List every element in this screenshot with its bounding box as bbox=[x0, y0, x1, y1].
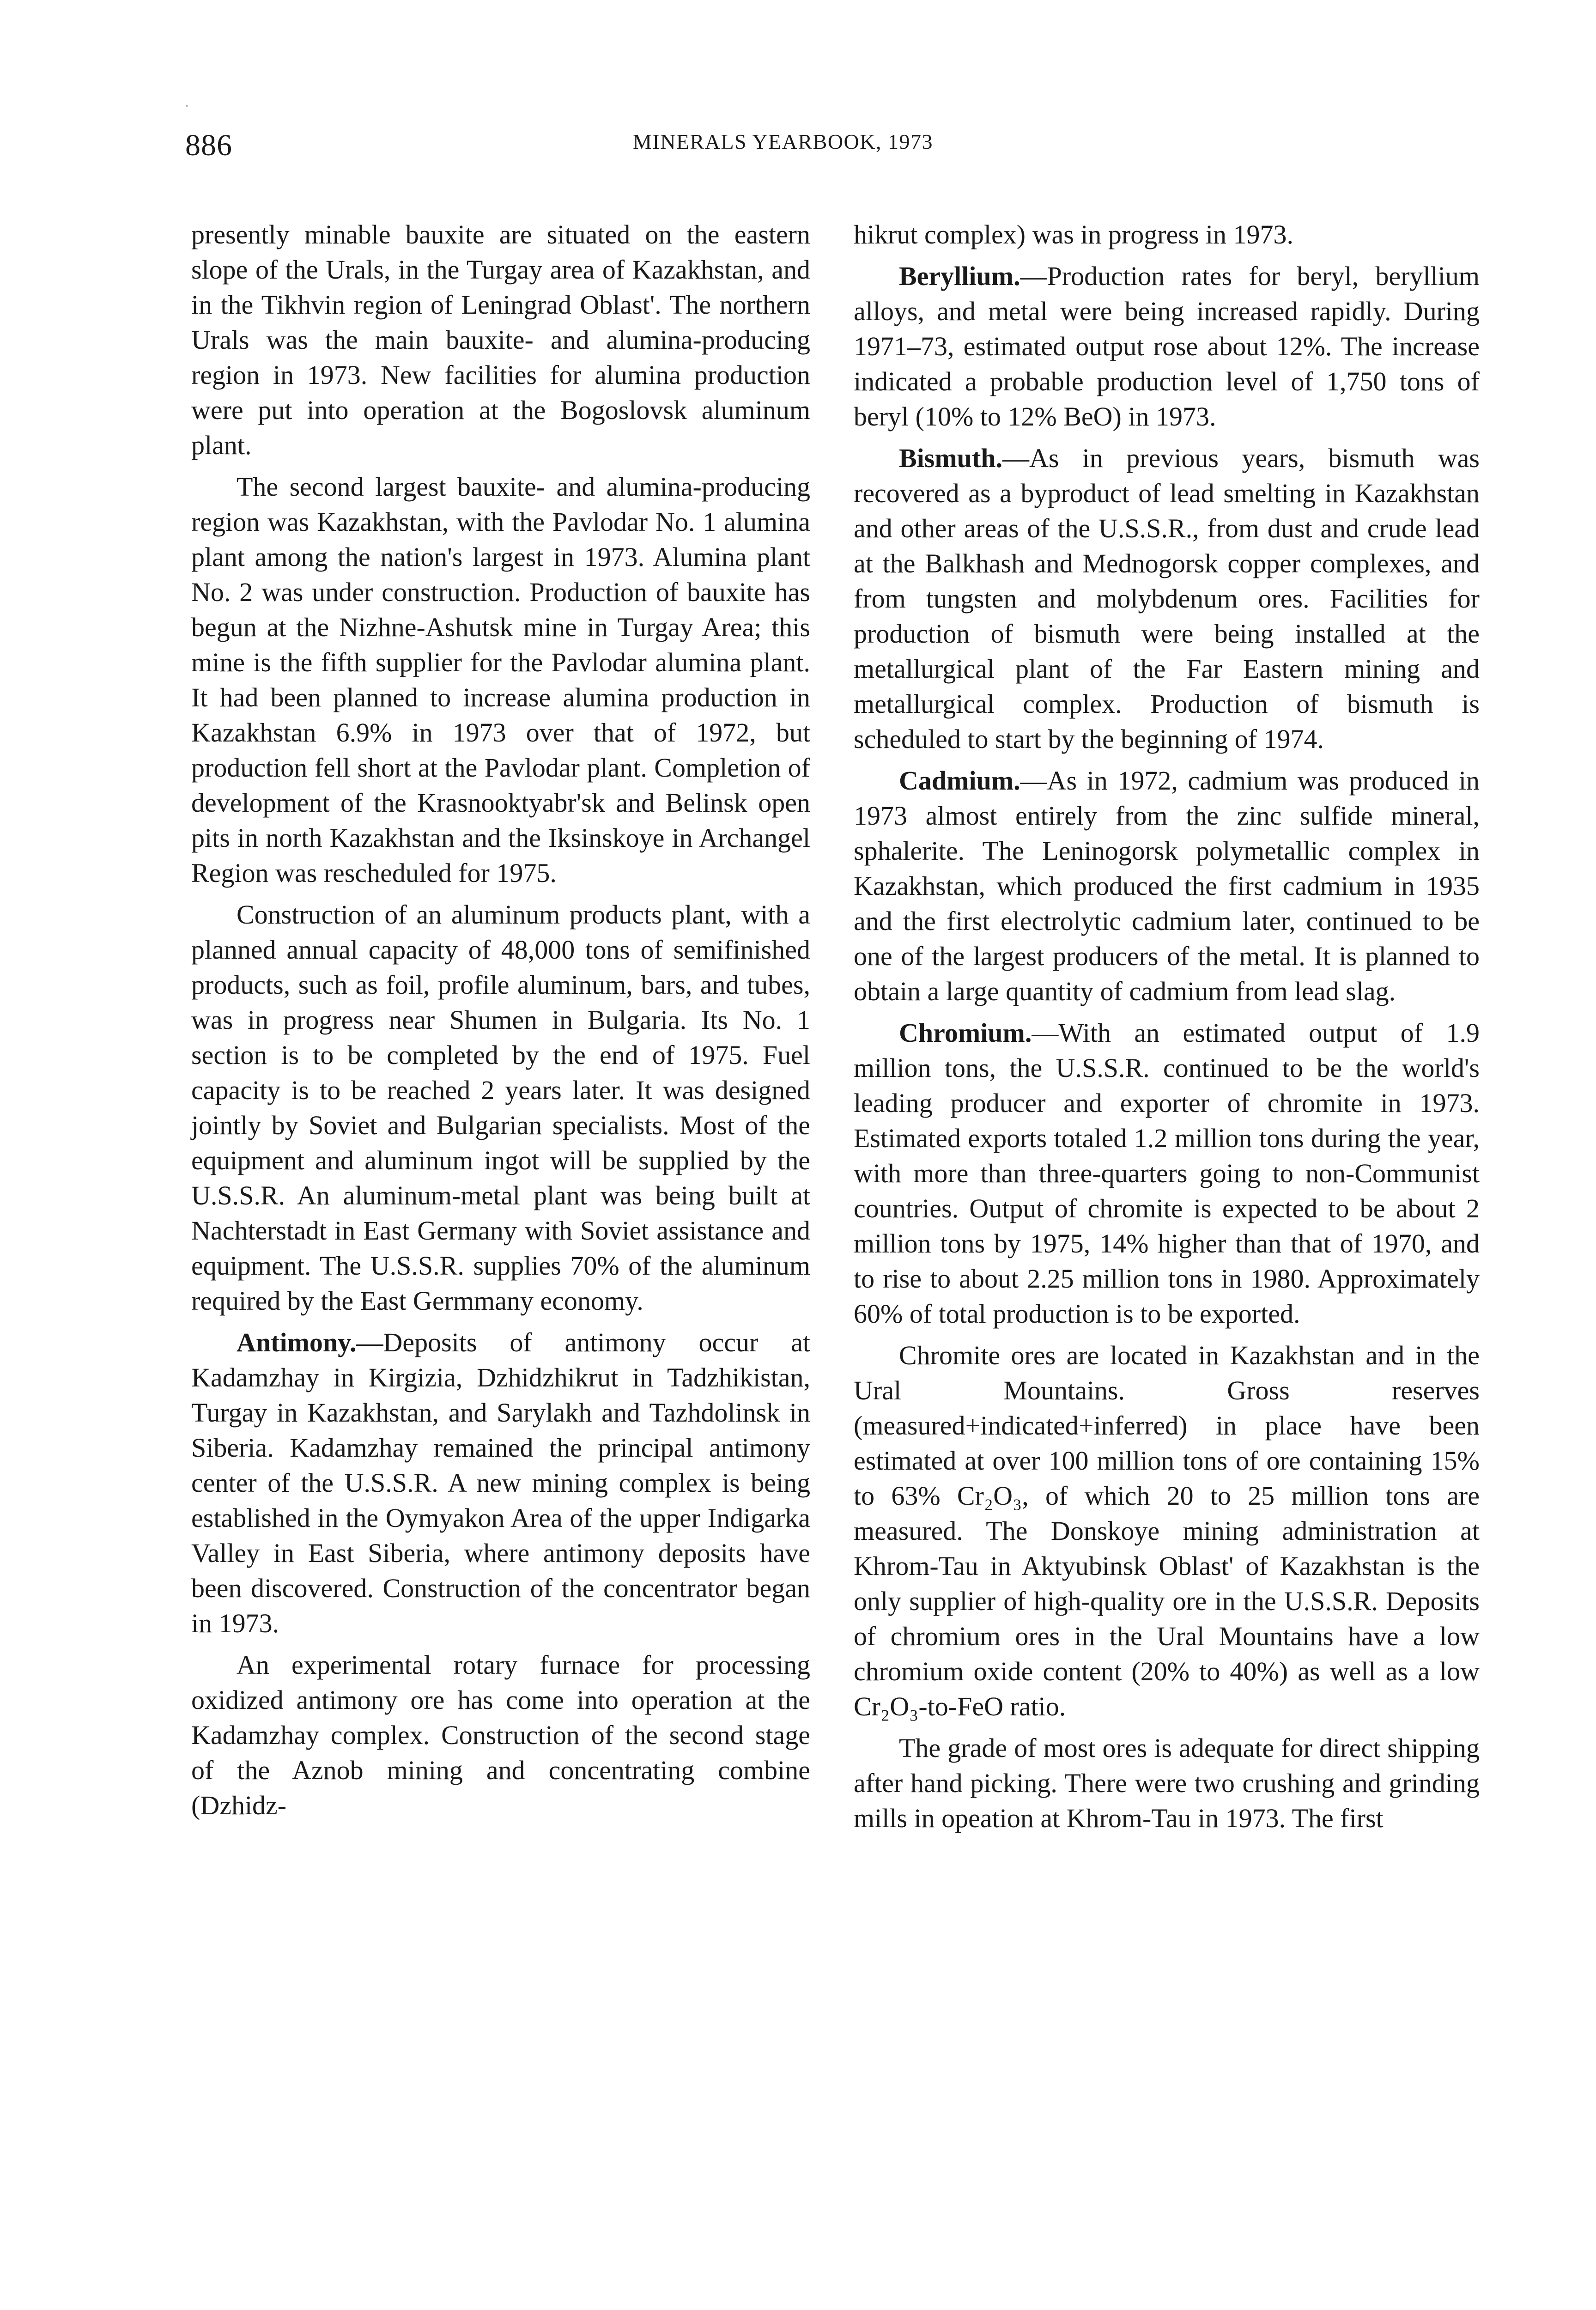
paragraph-text: —Production rates for beryl, beryllium alloys, and metal were being increased rapidly. During 1971–73, estimated output rose about 12%. The increase indicated a probable production level of 1,750 tons of beryl (10% to 12% BeO) in 1973. bbox=[854, 261, 1480, 432]
paragraph-text: —As in 1972, cadmium was produced in 1973 almost entirely from the zinc sulfide mineral, sphalerite. The Leninogorsk polymetallic complex in Kazakhstan, which produced the first cadmium in 1935 and the first electrolytic cadmium later, continued to be one of the largest producers of the metal. It is planned to obtain a large quantity of cadmium from lead slag. bbox=[854, 766, 1480, 1006]
paragraph-text: Chromite ores are located in Kazakhstan and in the Ural Mountains. Gross reserves (measured+indicated+inferred) in place have been estimated at over 100 million tons of ore containing 15% to 63% Cr₂O₃, of which 20 to 25 million tons are measured. The Donskoye mining administration at Khrom-Tau in Aktyubinsk Oblast' of Kazakhstan is the only supplier of high-quality ore in the U.S.S.R. Deposits of chromium ores in the Ural Mountains have a low chromium oxide content (20% to 40%) as well as a low Cr₂O₃-to-FeO ratio. bbox=[854, 1340, 1480, 1721]
paragraph-lead: Beryllium. bbox=[899, 261, 1020, 291]
running-title: MINERALS YEARBOOK, 1973 bbox=[633, 130, 933, 153]
paragraph bbox=[191, 217, 810, 463]
paragraph-text: —With an estimated output of 1.9 million tons, the U.S.S.R. continued to be the world's leading producer and exporter of chromite in 1973. Estimated exports totaled 1.2 million tons during the year, with more than three-quarters going to non-Communist countries. Output of chromite is expected to be about 2 million tons by 1975, 14% higher than that of 1970, and to rise to about 2.25 million tons in 1980. Approximately 60% of total production is to be exported. bbox=[854, 1018, 1480, 1329]
paragraph bbox=[191, 1647, 810, 1823]
paragraph-text: —As in previous years, bismuth was recovered as a byproduct of lead smelting in Kazakhstan and other areas of the U.S.S.R., from dust and crude lead at the Balkhash and Mednogorsk copper complexes, and from tungsten and molybdenum ores. Facilities for production of bismuth were being installed at the metallurgical plant of the Far Eastern mining and metallurgical complex. Production of bismuth is scheduled to start by the beginning of 1974. bbox=[854, 443, 1480, 754]
paragraph-text: An experimental rotary furnace for processing oxidized antimony ore has come into operation at the Kadamzhay complex. Construction of the second stage of the Aznob mining and concentrating combine (Dzhidz- bbox=[191, 1650, 810, 1820]
paragraph bbox=[191, 897, 810, 1319]
paragraph-text: The second largest bauxite- and alumina-producing region was Kazakhstan, with the Pavlodar No. 1 alumina plant among the nation's largest in 1973. Alumina plant No. 2 was under construction. Production of bauxite has begun at the Nizhne-Ashutsk mine in Turgay Area; this mine is the fifth supplier for the Pavlodar alumina plant. It had been planned to increase alumina production in Kazakhstan 6.9% in 1973 over that of 1972, but production fell short at the Pavlodar plant. Completion of development of the Krasnooktyabr'sk and Belinsk open pits in north Kazakhstan and the Iksinskoye in Archangel Region was rescheduled for 1975. bbox=[191, 472, 810, 888]
paragraph bbox=[854, 1731, 1480, 1836]
paragraph bbox=[854, 763, 1480, 1009]
paragraph bbox=[191, 469, 810, 891]
paragraph-text: hikrut complex) was in progress in 1973. bbox=[854, 219, 1294, 249]
page-number: 886 bbox=[185, 128, 232, 162]
paragraph-lead: Bismuth. bbox=[899, 443, 1003, 473]
paragraph-lead: Antimony. bbox=[237, 1327, 357, 1357]
paragraph bbox=[854, 259, 1480, 434]
paragraph bbox=[854, 441, 1480, 757]
paragraph-text: Construction of an aluminum products plant, with a planned annual capacity of 48,000 tons of semifinished products, such as foil, profile aluminum, bars, and tubes, was in progress near Shumen in Bulgaria. Its No. 1 section is to be completed by the end of 1975. Fuel capacity is to be reached 2 years later. It was designed jointly by Soviet and Bulgarian specialists. Most of the equipment and aluminum ingot will be supplied by the U.S.S.R. An aluminum-metal plant was being built at Nachterstadt in East Germany with Soviet assistance and equipment. The U.S.S.R. supplies 70% of the aluminum required by the East Germmany economy. bbox=[191, 900, 810, 1316]
paragraph-text: —Deposits of antimony occur at Kadamzhay in Kirgizia, Dzhidzhikrut in Tadzhikistan, Turgay in Kazakhstan, and Sarylakh and Tazhdolinsk in Siberia. Kadamzhay remained the principal antimony center of the U.S.S.R. A new mining complex is being established in the Oymyakon Area of the upper Indigarka Valley in East Siberia, where antimony deposits have been discovered. Construction of the concentrator began in 1973. bbox=[191, 1327, 810, 1638]
scan-speck: · bbox=[185, 99, 189, 114]
paragraph bbox=[854, 217, 1480, 252]
right-column bbox=[854, 217, 1480, 1842]
paragraph bbox=[854, 1338, 1480, 1724]
left-column bbox=[191, 217, 810, 1830]
paragraph-text: The grade of most ores is adequate for direct shipping after hand picking. There were two crushing and grinding mills in opeation at Khrom-Tau in 1973. The first bbox=[854, 1733, 1480, 1833]
paragraph bbox=[854, 1015, 1480, 1331]
paragraph-lead: Cadmium. bbox=[899, 766, 1020, 796]
paragraph bbox=[191, 1325, 810, 1641]
paragraph-lead: Chromium. bbox=[899, 1018, 1032, 1048]
paragraph-text: presently minable bauxite are situated on the eastern slope of the Urals, in the Turgay area of Kazakhstan, and in the Tikhvin region of Leningrad Oblast'. The northern Urals was the main bauxite- and alumina-producing region in 1973. New facilities for alumina production were put into operation at the Bogoslovsk aluminum plant. bbox=[191, 219, 810, 460]
